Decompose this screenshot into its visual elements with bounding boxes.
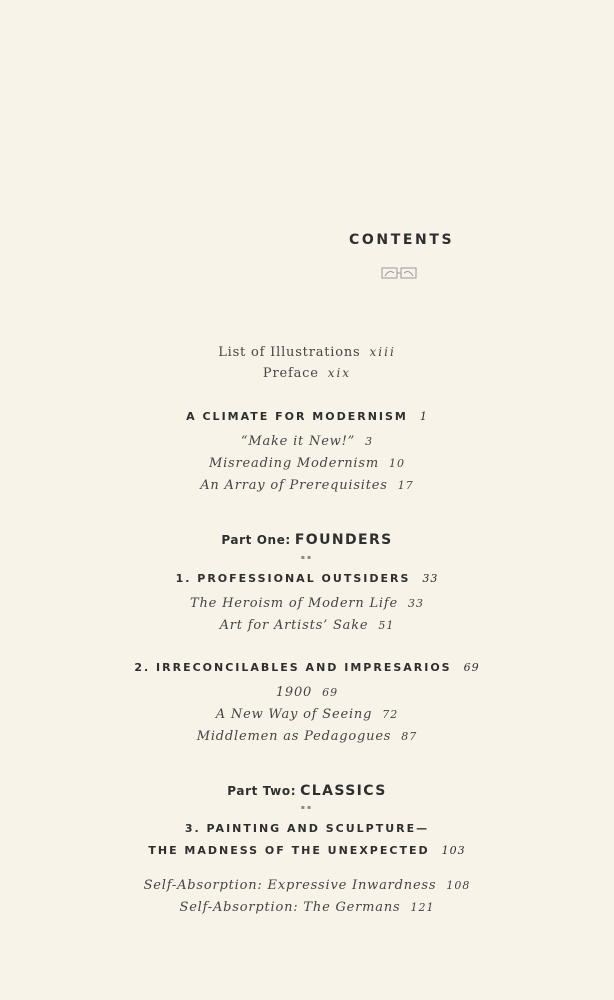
entry-page: 121 [410, 901, 435, 914]
entry-page: 17 [397, 479, 414, 492]
heading-page: 69 [463, 661, 480, 674]
entry-label: Art for Artists’ Sake [219, 618, 369, 633]
chapter-heading [0, 661, 614, 674]
entry-label: An Array of Prerequisites [200, 478, 388, 493]
part-heading [0, 529, 614, 548]
toc-entry [0, 878, 614, 893]
part-name: FOUNDERS [294, 532, 393, 548]
entry-page: 51 [378, 619, 395, 632]
entry-page: 33 [407, 597, 424, 610]
ornament-icon [381, 266, 417, 280]
toc-entry [0, 618, 614, 633]
entry-label: “Make it New!” [240, 434, 356, 449]
entry-page: 3 [365, 435, 374, 448]
entry-page: xix [327, 366, 352, 380]
entry-label: A New Way of Seeing [215, 707, 373, 722]
heading-page: 33 [422, 572, 439, 585]
entry-page: 10 [389, 457, 405, 470]
entry-label: Self-Absorption: The Germans [179, 900, 401, 915]
heading-label: 1. PROFESSIONAL OUTSIDERS [175, 572, 411, 585]
part-heading [0, 780, 614, 799]
toc-entry [0, 596, 614, 611]
entry-label: Self-Absorption: Expressive Inwardness [143, 878, 437, 893]
chapter-heading [0, 410, 614, 423]
entry-label: The Heroism of Modern Life [190, 596, 398, 611]
chapter-heading-line1: 3. PAINTING AND SCULPTURE— [184, 822, 430, 835]
entry-label: Middlemen as Pedagogues [196, 729, 392, 744]
entry-label: Preface [262, 366, 319, 381]
entry-page: 72 [382, 708, 399, 721]
chapter-heading [0, 572, 614, 585]
entry-page: 108 [446, 879, 471, 892]
toc-entry [0, 345, 614, 360]
toc-entry [0, 366, 614, 381]
heading-page: 103 [441, 844, 466, 857]
page-title: CONTENTS [349, 232, 455, 248]
part-name: CLASSICS [300, 783, 387, 799]
entry-page: xiii [369, 345, 396, 359]
entry-page: 69 [322, 686, 339, 699]
toc-entry [0, 900, 614, 915]
part-label: Part One: [221, 533, 291, 547]
heading-label: A CLIMATE FOR MODERNISM [186, 410, 408, 423]
part-divider: ▪▪ [300, 554, 314, 561]
toc-entry [0, 729, 614, 744]
toc-entry [0, 478, 614, 493]
toc-entry [0, 456, 614, 471]
toc-entry [0, 707, 614, 722]
heading-label: 2. IRRECONCILABLES AND IMPRESARIOS [134, 661, 452, 674]
part-label: Part Two: [227, 784, 297, 798]
entry-page: 87 [401, 730, 418, 743]
chapter-heading-line2 [0, 844, 614, 857]
part-divider: ▪▪ [300, 804, 314, 811]
toc-entry [0, 434, 614, 449]
toc-entry [0, 685, 614, 700]
entry-label: Misreading Modernism [208, 456, 379, 471]
heading-page: 1 [419, 410, 428, 423]
heading-label: THE MADNESS OF THE UNEXPECTED [148, 844, 430, 857]
entry-label: List of Illustrations [218, 345, 361, 360]
entry-label: 1900 [275, 685, 313, 700]
